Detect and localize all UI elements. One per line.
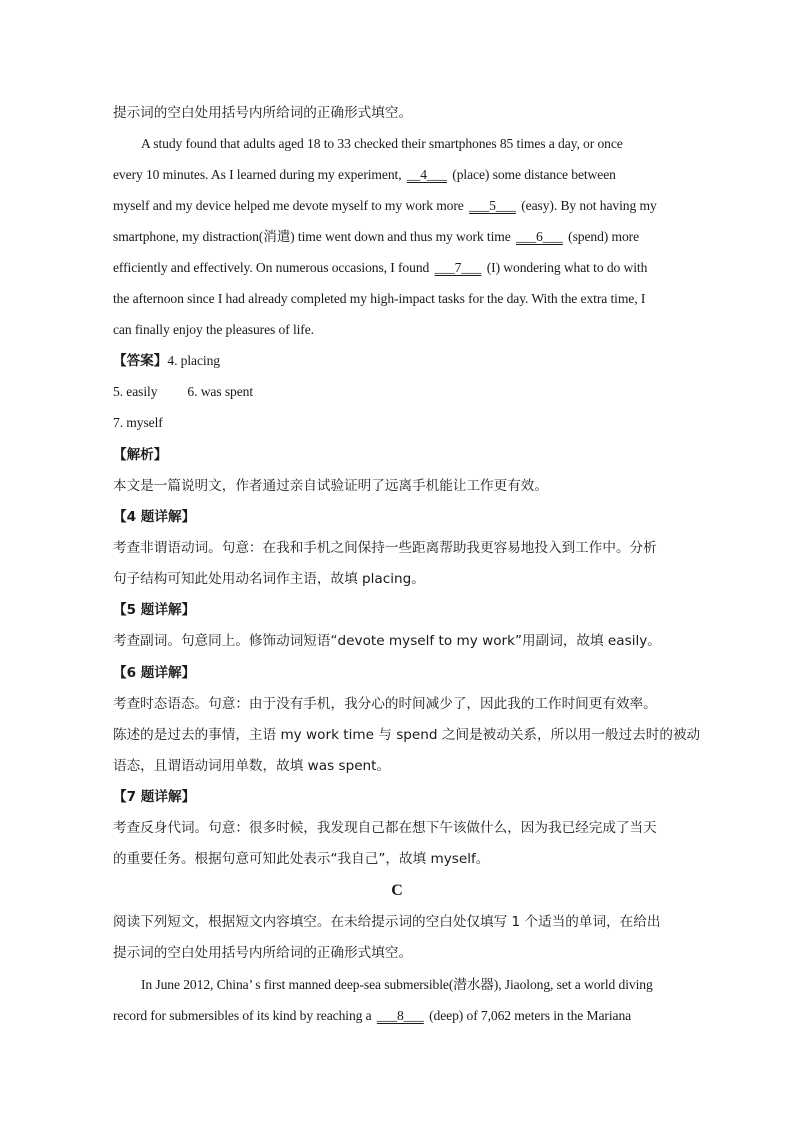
section-heading-c: C — [391, 882, 403, 899]
answer-7: 7. myself — [113, 415, 163, 430]
passage-line — [113, 196, 657, 216]
q7-heading: 【7 题详解】 — [113, 789, 196, 805]
answer-4: 4. placing — [167, 353, 220, 368]
passage-text: (deep) of 7,062 meters in the Mariana — [425, 1008, 632, 1023]
passage-text: efficiently and effectively. On numerous occasions, I found — [113, 260, 433, 275]
blank-7: ___7___ — [434, 260, 482, 275]
blank-6: ___6___ — [515, 229, 563, 244]
passage-line — [113, 227, 639, 247]
blank-8: ___8___ — [376, 1008, 424, 1023]
q6-explanation: 语态，且谓语动词用单数，故填 was spent。 — [113, 758, 391, 774]
section-instruction: 阅读下列短文，根据短文内容填空。在未给提示词的空白处仅填写 1 个适当的单词，在给出 — [113, 914, 661, 930]
passage-text: (easy). By not having my — [517, 198, 657, 213]
passage-line — [113, 165, 616, 185]
answer-row — [113, 351, 220, 371]
passage-line: can finally enjoy the pleasures of life. — [113, 322, 314, 337]
q6-explanation: 考查时态语态。句意：由于没有手机，我分心的时间减少了，因此我的工作时间更有效率。 — [113, 696, 657, 712]
passage-text: (I) wondering what to do with — [483, 260, 648, 275]
passage-line — [113, 258, 647, 278]
answer-label: 【答案】 — [113, 353, 168, 369]
blank-4: __4___ — [406, 167, 447, 182]
passage-text: smartphone, my distraction(消遣) time went down and thus my work time — [113, 229, 514, 244]
passage-line: the afternoon since I had already completed my high-impact tasks for the day. With the extra time, I — [113, 291, 646, 306]
blank-5: ___5___ — [469, 198, 516, 213]
passage-text: myself and my device helped me devote myself to my work more — [113, 198, 468, 213]
q5-explanation: 考查副词。句意同上。修饰动词短语“devote myself to my work”用副词，故填 easily。 — [113, 633, 661, 649]
q7-explanation: 的重要任务。根据句意可知此处表示“我自己”，故填 myself。 — [113, 851, 490, 867]
passage-text: record for submersibles of its kind by reaching a — [113, 1008, 375, 1023]
instruction-line-end: 提示词的空白处用括号内所给词的正确形式填空。 — [113, 105, 413, 121]
analysis-summary: 本文是一篇说明文，作者通过亲自试验证明了远离手机能让工作更有效。 — [113, 478, 548, 494]
analysis-label: 【解析】 — [113, 447, 168, 463]
q7-explanation: 考查反身代词。句意：很多时候，我发现自己都在想下午该做什么，因为我已经完成了当天 — [113, 820, 657, 836]
q5-heading: 【5 题详解】 — [113, 602, 196, 618]
answer-5: 5. easily — [113, 384, 158, 399]
q6-explanation: 陈述的是过去的事情，主语 my work time 与 spend 之间是被动关系，所以用一般过去时的被动 — [113, 727, 701, 743]
passage-text: (place) some distance between — [449, 167, 616, 182]
q4-heading: 【4 题详解】 — [113, 509, 196, 525]
passage-line — [113, 1006, 631, 1026]
q6-heading: 【6 题详解】 — [113, 665, 196, 681]
passage-line: A study found that adults aged 18 to 33 checked their smartphones 85 times a day, or once — [141, 136, 623, 151]
q4-explanation: 句子结构可知此处用动名词作主语，故填 placing。 — [113, 571, 425, 587]
passage-text: (spend) more — [564, 229, 640, 244]
passage-text: every 10 minutes. As I learned during my experiment, — [113, 167, 405, 182]
passage-line: In June 2012, China’ s first manned deep-sea submersible(潜水器), Jiaolong, set a world diving — [141, 977, 653, 992]
answer-6: 6. was spent — [187, 384, 254, 399]
answer-row — [113, 382, 253, 402]
q4-explanation: 考查非谓语动词。句意：在我和手机之间保持一些距离帮助我更容易地投入到工作中。分析 — [113, 540, 657, 556]
section-instruction: 提示词的空白处用括号内所给词的正确形式填空。 — [113, 945, 413, 961]
